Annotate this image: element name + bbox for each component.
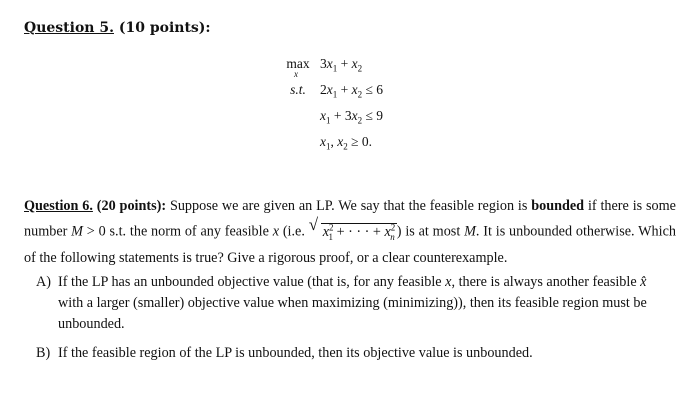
lp-st-label: s.t. <box>290 82 306 97</box>
question-5-number: Question 5. <box>24 20 114 36</box>
option-a-text: If the LP has an unbounded objective value (that is, for any feasible x, there is always another feasible x̂ with a larger (smaller) objective value when maximizing (minimizing)), then its feasible region must be unbounded. <box>58 274 647 332</box>
option-b <box>36 343 648 364</box>
question-6-points: (20 points): <box>92 198 167 214</box>
question-6-paragraph: Question 6. (20 points): Suppose we are given an LP. We say that the feasible region is bounded if there is some number M > 0 s.t. the norm of any feasible x (i.e. √ $x^2_1$ + · · · + $x^2_n$ ) is at most M. It is unbounded otherwise. Which of the following statements is true? Give a rigorous proof, or a clear counterexample. <box>24 196 676 269</box>
q6-text-2: if there is some number <box>24 198 676 240</box>
question-5-title <box>24 20 211 36</box>
q6-text-4: (i.e. <box>279 223 309 240</box>
option-a <box>36 272 648 335</box>
question-5-points: (10 points): <box>113 20 211 36</box>
lp-max-label: max <box>286 56 310 71</box>
lp-constraint-1: $2x_1 + x_2 \le 6$ <box>320 82 384 100</box>
q6-text-5: ) is at most <box>396 223 465 240</box>
lp-objective: $3x_1 + x_2$ <box>320 56 363 74</box>
question-6-title <box>24 198 166 214</box>
q6-norm-formula: √ $x^2_1$ + · · · + $x^2_n$ <box>309 217 397 248</box>
option-a-letter: A) <box>36 274 51 290</box>
q6-text-3: s.t. the norm of any feasible <box>105 223 273 240</box>
question-6-number: Question 6. <box>24 198 93 214</box>
q6-bounded-term: bounded <box>531 198 585 214</box>
q6-text-1: Suppose we are given an LP. We say that the feasible region is <box>166 198 532 214</box>
q6-text-6: . It is unbounded otherwise. Which of the following statements is true? Give a rigorous proof, or a clear counterexample. <box>24 223 676 266</box>
option-b-text: If the feasible region of the LP is unbounded, then its objective value is unbounded. <box>58 345 533 361</box>
lp-constraint-3: $x_1$, $x_2 \ge 0$. <box>320 134 373 152</box>
lp-max-subscript: x <box>294 69 298 79</box>
option-b-letter: B) <box>36 345 51 361</box>
lp-constraint-2: $x_1 + 3x_2 \le 9$ <box>320 108 384 126</box>
